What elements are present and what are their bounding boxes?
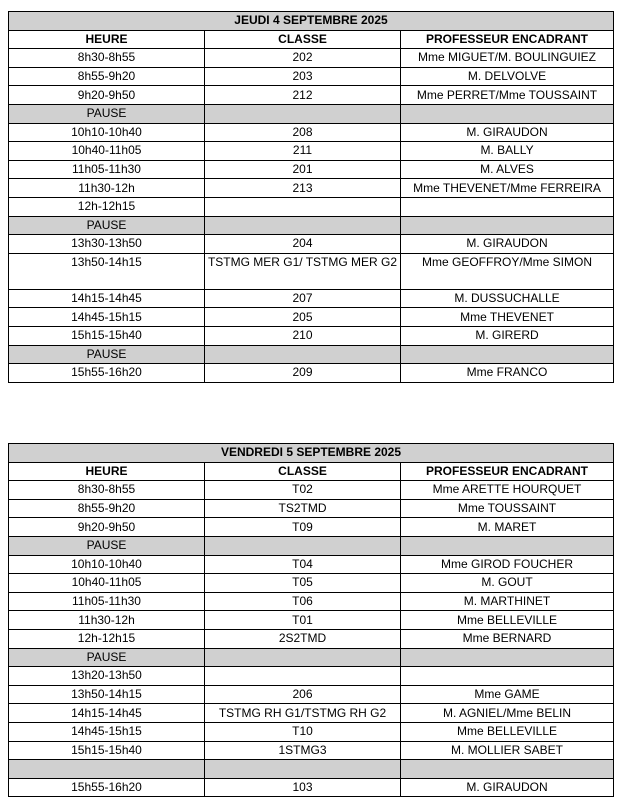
cell-professeur: M. ALVES bbox=[401, 160, 614, 179]
cell-professeur: Mme MIGUET/M. BOULINGUIEZ bbox=[401, 49, 614, 68]
cell-professeur bbox=[401, 536, 614, 555]
table-row bbox=[9, 611, 614, 630]
cell-classe: 202 bbox=[205, 49, 401, 68]
cell-professeur: Mme THEVENET bbox=[401, 308, 614, 327]
cell-professeur: Mme GIROD FOUCHER bbox=[401, 555, 614, 574]
cell-heure: PAUSE bbox=[9, 216, 205, 235]
cell-classe: T05 bbox=[205, 574, 401, 593]
cell-classe: T01 bbox=[205, 611, 401, 630]
cell-professeur bbox=[401, 667, 614, 686]
cell-heure: 9h20-9h50 bbox=[9, 518, 205, 537]
cell-classe: 2S2TMD bbox=[205, 629, 401, 648]
cell-professeur bbox=[401, 648, 614, 667]
cell-professeur: M. MOLLIER SABET bbox=[401, 741, 614, 760]
table-title: JEUDI 4 SEPTEMBRE 2025 bbox=[9, 12, 614, 31]
cell-heure: 12h-12h15 bbox=[9, 629, 205, 648]
cell-classe: 208 bbox=[205, 123, 401, 142]
cell-heure: 13h50-14h15 bbox=[9, 253, 205, 289]
cell-professeur: Mme BELLEVILLE bbox=[401, 611, 614, 630]
cell-professeur: M. GIRERD bbox=[401, 326, 614, 345]
cell-classe: 103 bbox=[205, 778, 401, 797]
cell-heure: 11h05-11h30 bbox=[9, 592, 205, 611]
table-row bbox=[9, 67, 614, 86]
table-row bbox=[9, 499, 614, 518]
table-row bbox=[9, 179, 614, 198]
table-row bbox=[9, 289, 614, 308]
cell-heure: 14h15-14h45 bbox=[9, 704, 205, 723]
cell-heure bbox=[9, 760, 205, 779]
table-row bbox=[9, 722, 614, 741]
cell-professeur bbox=[401, 216, 614, 235]
pause-row bbox=[9, 104, 614, 123]
pause-row bbox=[9, 216, 614, 235]
cell-heure: 11h05-11h30 bbox=[9, 160, 205, 179]
table-row bbox=[9, 49, 614, 68]
cell-heure: 8h55-9h20 bbox=[9, 499, 205, 518]
cell-heure: 9h20-9h50 bbox=[9, 86, 205, 105]
cell-classe: 211 bbox=[205, 142, 401, 161]
cell-professeur: Mme FRANCO bbox=[401, 364, 614, 383]
cell-professeur: Mme GAME bbox=[401, 685, 614, 704]
cell-professeur: Mme ARETTE HOURQUET bbox=[401, 481, 614, 500]
table-row bbox=[9, 685, 614, 704]
cell-classe bbox=[205, 760, 401, 779]
cell-classe: TSTMG RH G1/TSTMG RH G2 bbox=[205, 704, 401, 723]
table-row bbox=[9, 518, 614, 537]
cell-professeur: M. GOUT bbox=[401, 574, 614, 593]
cell-classe: 209 bbox=[205, 364, 401, 383]
table-row bbox=[9, 592, 614, 611]
cell-professeur: M. DUSSUCHALLE bbox=[401, 289, 614, 308]
schedule-table-jeudi bbox=[8, 11, 614, 383]
cell-heure: PAUSE bbox=[9, 104, 205, 123]
header-row bbox=[9, 462, 614, 481]
cell-professeur bbox=[401, 760, 614, 779]
column-header-classe: CLASSE bbox=[205, 462, 401, 481]
cell-professeur: M. GIRAUDON bbox=[401, 123, 614, 142]
cell-heure: 15h55-16h20 bbox=[9, 778, 205, 797]
cell-professeur bbox=[401, 104, 614, 123]
cell-professeur: M. GIRAUDON bbox=[401, 778, 614, 797]
cell-classe bbox=[205, 536, 401, 555]
cell-classe: 201 bbox=[205, 160, 401, 179]
cell-classe: T04 bbox=[205, 555, 401, 574]
schedule-table-vendredi bbox=[8, 443, 614, 797]
cell-classe bbox=[205, 667, 401, 686]
cell-classe: 205 bbox=[205, 308, 401, 327]
cell-professeur: M. AGNIEL/Mme BELIN bbox=[401, 704, 614, 723]
table-row bbox=[9, 629, 614, 648]
cell-heure: 15h15-15h40 bbox=[9, 326, 205, 345]
cell-classe: 1STMG3 bbox=[205, 741, 401, 760]
cell-heure: 14h45-15h15 bbox=[9, 722, 205, 741]
table-title-row bbox=[9, 12, 614, 31]
pause-row bbox=[9, 648, 614, 667]
cell-heure: 13h20-13h50 bbox=[9, 667, 205, 686]
cell-heure: PAUSE bbox=[9, 345, 205, 364]
table-row bbox=[9, 142, 614, 161]
cell-classe: T06 bbox=[205, 592, 401, 611]
cell-professeur: M. DELVOLVE bbox=[401, 67, 614, 86]
table-row bbox=[9, 197, 614, 216]
table-row bbox=[9, 86, 614, 105]
cell-heure: 8h30-8h55 bbox=[9, 49, 205, 68]
cell-professeur: M. GIRAUDON bbox=[401, 235, 614, 254]
table-row bbox=[9, 778, 614, 797]
table-row bbox=[9, 574, 614, 593]
cell-classe: TS2TMD bbox=[205, 499, 401, 518]
cell-classe: T10 bbox=[205, 722, 401, 741]
table-row bbox=[9, 160, 614, 179]
cell-heure: 10h40-11h05 bbox=[9, 142, 205, 161]
cell-classe: 213 bbox=[205, 179, 401, 198]
table-row bbox=[9, 555, 614, 574]
cell-heure: 10h10-10h40 bbox=[9, 555, 205, 574]
header-row bbox=[9, 30, 614, 49]
cell-professeur: Mme GEOFFROY/Mme SIMON bbox=[401, 253, 614, 289]
cell-heure: 14h45-15h15 bbox=[9, 308, 205, 327]
cell-classe: 207 bbox=[205, 289, 401, 308]
cell-professeur: Mme TOUSSAINT bbox=[401, 499, 614, 518]
cell-classe: 204 bbox=[205, 235, 401, 254]
cell-heure: 11h30-12h bbox=[9, 179, 205, 198]
cell-heure: 14h15-14h45 bbox=[9, 289, 205, 308]
cell-classe: 206 bbox=[205, 685, 401, 704]
cell-classe bbox=[205, 197, 401, 216]
cell-classe: T02 bbox=[205, 481, 401, 500]
cell-heure: 15h15-15h40 bbox=[9, 741, 205, 760]
cell-professeur: Mme BELLEVILLE bbox=[401, 722, 614, 741]
cell-classe bbox=[205, 345, 401, 364]
cell-heure: 10h10-10h40 bbox=[9, 123, 205, 142]
cell-professeur: Mme PERRET/Mme TOUSSAINT bbox=[401, 86, 614, 105]
cell-classe bbox=[205, 648, 401, 667]
table-body bbox=[9, 481, 614, 797]
cell-heure: 10h40-11h05 bbox=[9, 574, 205, 593]
cell-classe: T09 bbox=[205, 518, 401, 537]
cell-heure: 8h55-9h20 bbox=[9, 67, 205, 86]
table-row bbox=[9, 253, 614, 289]
cell-heure: 13h30-13h50 bbox=[9, 235, 205, 254]
cell-classe: 203 bbox=[205, 67, 401, 86]
cell-heure: 11h30-12h bbox=[9, 611, 205, 630]
table-row bbox=[9, 704, 614, 723]
pause-row bbox=[9, 760, 614, 779]
column-header-classe: CLASSE bbox=[205, 30, 401, 49]
pause-row bbox=[9, 345, 614, 364]
table-row bbox=[9, 741, 614, 760]
cell-professeur bbox=[401, 345, 614, 364]
cell-heure: 8h30-8h55 bbox=[9, 481, 205, 500]
table-row bbox=[9, 364, 614, 383]
cell-professeur: Mme THEVENET/Mme FERREIRA bbox=[401, 179, 614, 198]
cell-professeur: M. MARTHINET bbox=[401, 592, 614, 611]
pause-row bbox=[9, 536, 614, 555]
cell-classe: 212 bbox=[205, 86, 401, 105]
table-row bbox=[9, 308, 614, 327]
table-title: VENDREDI 5 SEPTEMBRE 2025 bbox=[9, 444, 614, 463]
cell-heure: 15h55-16h20 bbox=[9, 364, 205, 383]
column-header-heure: HEURE bbox=[9, 30, 205, 49]
table-row bbox=[9, 667, 614, 686]
table-title-row bbox=[9, 444, 614, 463]
table-body bbox=[9, 49, 614, 383]
cell-heure: 12h-12h15 bbox=[9, 197, 205, 216]
table-row bbox=[9, 481, 614, 500]
cell-professeur bbox=[401, 197, 614, 216]
table-row bbox=[9, 235, 614, 254]
cell-classe bbox=[205, 216, 401, 235]
cell-heure: 13h50-14h15 bbox=[9, 685, 205, 704]
cell-heure: PAUSE bbox=[9, 648, 205, 667]
table-row bbox=[9, 123, 614, 142]
column-header-professeur: PROFESSEUR ENCADRANT bbox=[401, 30, 614, 49]
cell-professeur: M. MARET bbox=[401, 518, 614, 537]
column-header-heure: HEURE bbox=[9, 462, 205, 481]
cell-professeur: Mme BERNARD bbox=[401, 629, 614, 648]
cell-classe: TSTMG MER G1/ TSTMG MER G2 bbox=[205, 253, 401, 289]
table-row bbox=[9, 326, 614, 345]
cell-heure: PAUSE bbox=[9, 536, 205, 555]
cell-classe: 210 bbox=[205, 326, 401, 345]
column-header-professeur: PROFESSEUR ENCADRANT bbox=[401, 462, 614, 481]
cell-classe bbox=[205, 104, 401, 123]
cell-professeur: M. BALLY bbox=[401, 142, 614, 161]
